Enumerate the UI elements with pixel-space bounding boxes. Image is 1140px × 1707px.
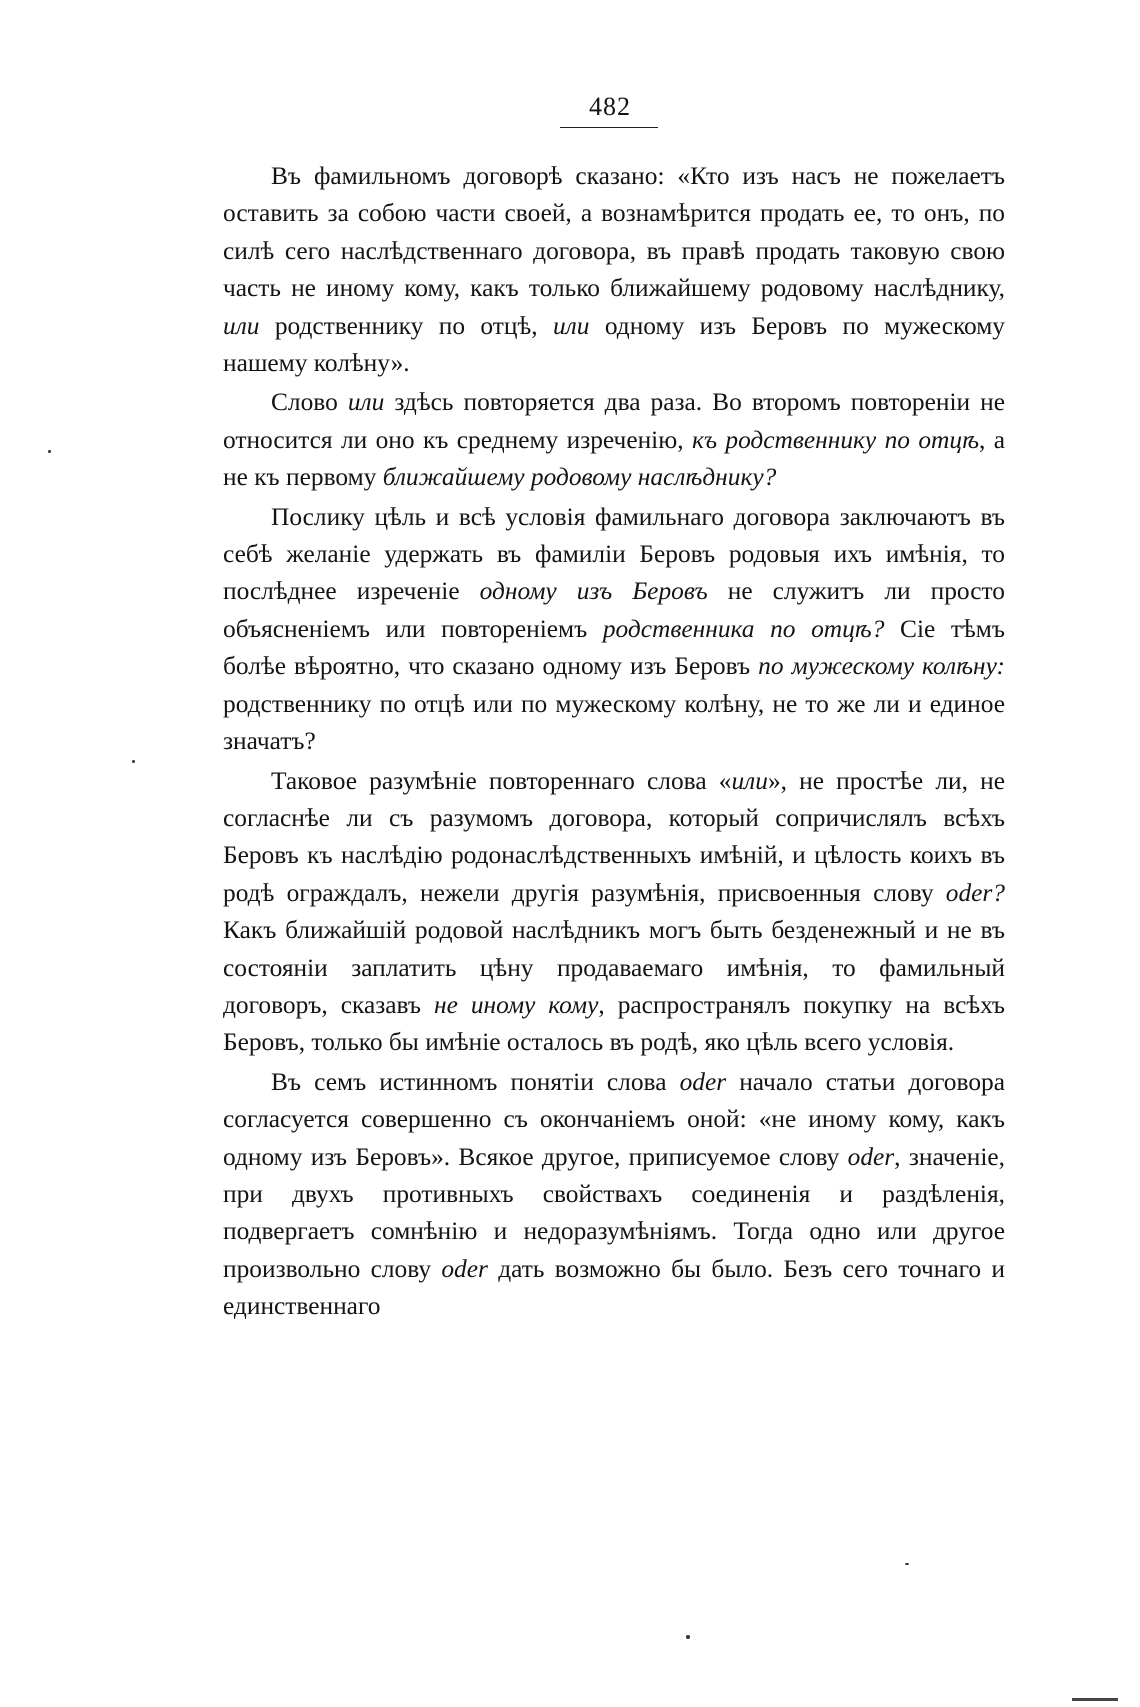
- text-run: начало статьи договора согласуется совершенно съ окончаніемъ оной: «не иному кому, какъ одному изъ Беровъ». Всякое другое, приписуемое слову: [223, 1067, 1005, 1171]
- text-run: дать возможно бы было. Безъ сего точнаго и единственнаго: [223, 1254, 1006, 1321]
- text-run: », не простѣе ли, не согласнѣе ли съ разумомъ договора, который сопричислялъ всѣхъ Беровъ къ наслѣдію родонаслѣдственныхъ имѣній, и цѣлость коихъ въ родѣ ограждалъ, нежели другія разумѣнія, присвоенныя слову: [223, 766, 1005, 907]
- text-run: Въ фамильномъ договорѣ сказано: «Кто изъ насъ не пожелаетъ оставить за собою части своей, а вознамѣрится продать ее, то онъ, по силѣ сего наслѣдственнаго договора, въ правѣ продать таковую свою часть не иному кому, какъ только ближайшему родовому наслѣднику,: [223, 162, 1005, 303]
- italic-run: ближайшему родовому наслѣднику?: [382, 463, 777, 492]
- italic-run: oder: [679, 1067, 727, 1096]
- italic-run: oder: [847, 1142, 895, 1171]
- text-run: , распространялъ покупку на всѣхъ Беровъ, только бы имѣніе осталось въ родѣ, яко цѣль всего условія.: [223, 990, 1005, 1057]
- italic-run: или: [552, 311, 590, 340]
- italic-run: или: [731, 766, 768, 795]
- scan-speck: [132, 760, 135, 763]
- scan-speck: [48, 450, 51, 453]
- text-run: Таковое разумѣніе повтореннаго слова «: [271, 766, 732, 795]
- text-run: родственнику по отцѣ,: [259, 311, 553, 340]
- text-run: Какъ ближайшій родовой наслѣдникъ могъ быть безденежный и не въ состояніи заплатить цѣну продаваемаго имѣнія, то фамильный договоръ, сказавъ: [223, 916, 1005, 1019]
- text-run: , значеніе, при двухъ противныхъ свойствахъ соединенія и раздѣленія, подвергаетъ сомнѣнію и недоразумѣніямъ. Тогда одно или другое произвольно слову: [223, 1142, 1005, 1283]
- italic-run: oder?: [945, 878, 1005, 907]
- italic-run: или: [223, 311, 260, 340]
- italic-run: къ родственнику по отцѣ: [691, 425, 980, 454]
- paragraph-2: [223, 384, 1005, 496]
- paragraph-5: [223, 1064, 1005, 1326]
- text-run: Послику цѣль и всѣ условія фамильнаго договора заключаютъ въ себѣ желаніе удержать въ фамиліи Беровъ родовыя ихъ имѣнія, то послѣднее изреченіе: [223, 502, 1005, 606]
- page-number: 482: [589, 92, 631, 121]
- text-run: Слово: [271, 388, 348, 417]
- italic-run: не иному кому: [433, 990, 599, 1019]
- italic-run: родственника по отцѣ?: [602, 614, 885, 643]
- scan-speck: [905, 1563, 909, 1565]
- text-run: не служитъ ли просто объясненіемъ или повтореніемъ: [223, 577, 1005, 643]
- paragraph-1: [223, 158, 1005, 382]
- scan-speck: [686, 1635, 690, 1639]
- body-text: [223, 158, 1005, 1326]
- text-run: Въ семъ истинномъ понятіи слова: [271, 1067, 680, 1096]
- paragraph-3: [223, 499, 1005, 761]
- text-run: , а не къ первому: [223, 425, 1006, 492]
- scan-edge-mark: [1072, 1698, 1118, 1701]
- italic-run: по мужескому колѣну:: [758, 652, 1005, 681]
- italic-run: одному изъ Беровъ: [479, 577, 708, 606]
- italic-run: oder: [441, 1254, 488, 1283]
- text-run: родственнику по отцѣ или по мужескому колѣну, не то же ли и единое значатъ?: [223, 689, 1005, 756]
- text-run: здѣсь повторяется два раза. Во второмъ повтореніи не относится ли оно къ среднему изреченію,: [223, 388, 1005, 454]
- page-number-rule: [560, 127, 658, 128]
- italic-run: или: [347, 388, 385, 417]
- text-run: одному изъ Беровъ по мужескому нашему колѣну».: [223, 311, 1005, 378]
- text-run: Сіе тѣмъ болѣе вѣроятно, что сказано одному изъ Беровъ: [223, 614, 1005, 681]
- paragraph-4: [223, 763, 1005, 1062]
